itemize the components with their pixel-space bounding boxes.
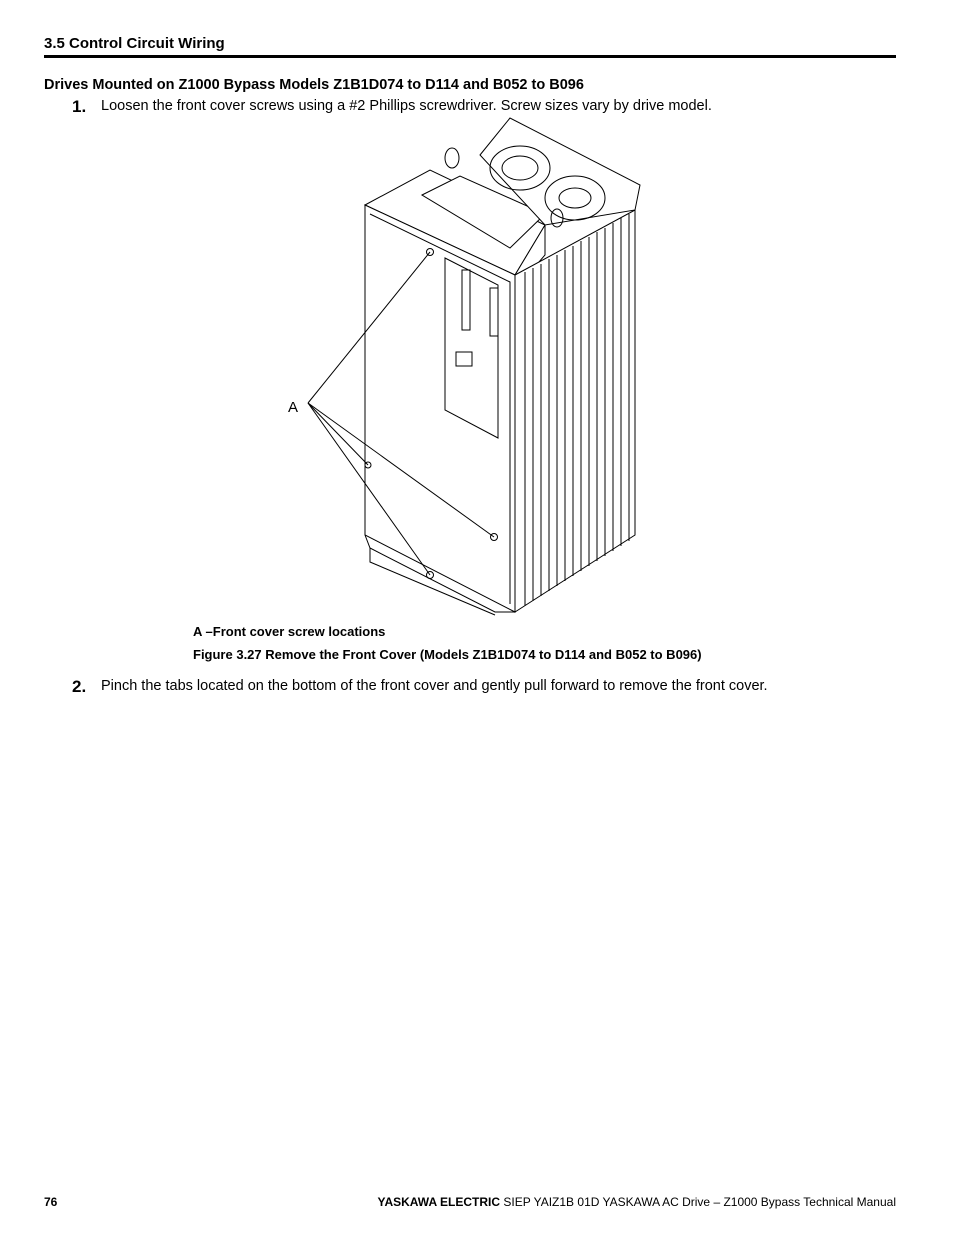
step-text-2: Pinch the tabs located on the bottom of the front cover and gently pull forward to remove the front cover.: [101, 678, 768, 694]
footer-brand: YASKAWA ELECTRIC: [377, 1195, 501, 1209]
keypad-window: [445, 258, 498, 438]
drive-illustration: [275, 112, 655, 617]
lifting-eye-1: [445, 148, 459, 168]
figure-caption: Figure 3.27 Remove the Front Cover (Models Z1B1D074 to D114 and B052 to B096): [193, 647, 702, 662]
step-text-1: Loosen the front cover screws using a #2 Phillips screwdriver. Screw sizes vary by drive model.: [101, 98, 712, 114]
page-number: 76: [44, 1195, 58, 1209]
section-title: 3.5 Control Circuit Wiring: [44, 35, 225, 52]
footer-manual-title: SIEP YAIZ1B 01D YASKAWA AC Drive – Z1000 Bypass Technical Manual: [500, 1195, 896, 1209]
figure-legend: A –Front cover screw locations: [193, 624, 386, 639]
subheading: Drives Mounted on Z1000 Bypass Models Z1B1D074 to D114 and B052 to B096: [44, 77, 584, 93]
step-number-1: 1.: [72, 97, 87, 116]
section-header: [44, 33, 896, 58]
callout-label-a: A: [288, 399, 299, 416]
footer-manual: [378, 1195, 896, 1209]
step-number-2: 2.: [72, 677, 87, 696]
